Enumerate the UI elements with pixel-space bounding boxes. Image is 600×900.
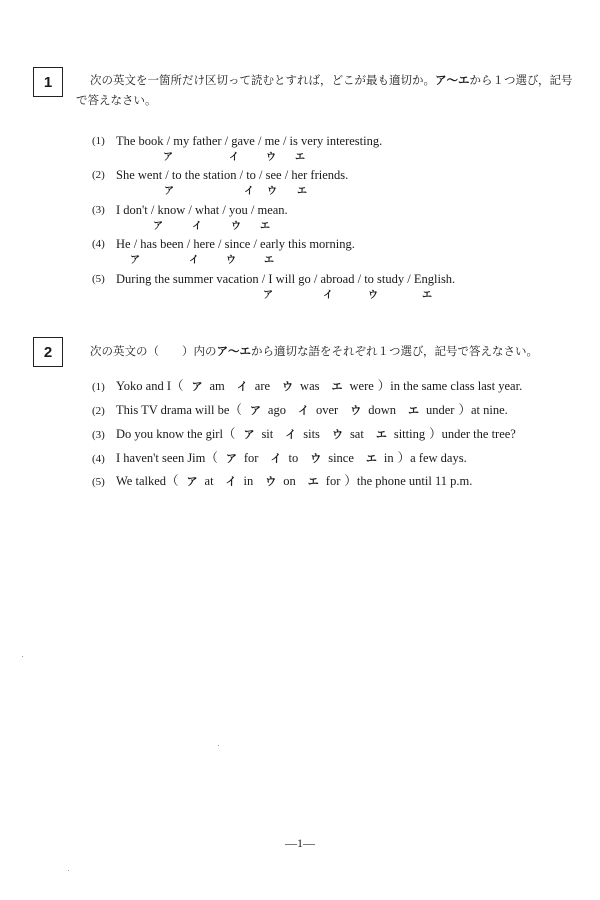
choice-mark: エ xyxy=(365,452,377,465)
choice-mark: ウ xyxy=(331,428,343,441)
choice-mark: イ xyxy=(323,290,333,301)
choice-mark: イ xyxy=(189,255,199,266)
s1-sentence: She went / to the station / to / see / her friends. xyxy=(116,168,349,182)
section2-instruction: 次の英文の（ ）内のア～エから適切な語をそれぞれ１つ選び，記号で答えなさい。 xyxy=(90,344,539,358)
choice-mark: エ xyxy=(264,255,274,266)
question-number-2: 2 xyxy=(33,337,63,367)
choice-mark: イ xyxy=(192,221,202,232)
section1-instruction: 次の英文を一箇所だけ区切って読むとすれば，どこが最も適切か。ア～エから１つ選び，記号 で答えなさい。 xyxy=(76,73,573,107)
choice-mark: エ xyxy=(295,152,305,163)
choice-mark: イ xyxy=(236,380,248,393)
choice-mark: ウ xyxy=(226,255,236,266)
s2-item-5: (5) We talked（ ア at イ in ウ on エ for ）the phone until 11 p.m. xyxy=(92,474,473,488)
s1-sentence: I don't / know / what / you / mean. xyxy=(116,203,288,217)
choice-mark: イ xyxy=(225,475,237,488)
choice-mark: エ xyxy=(260,221,270,232)
s2-item-3: (3) Do you know the girl（ ア sit イ sits ウ sat エ sitting ）under the tree? xyxy=(92,427,516,441)
choice-mark: ア xyxy=(249,404,261,417)
choice-mark: ア xyxy=(130,255,140,266)
choice-mark: ウ xyxy=(265,475,277,488)
choice-mark: ウ xyxy=(350,404,362,417)
choice-mark: イ xyxy=(244,186,254,197)
choice-mark: ウ xyxy=(282,380,294,393)
choice-mark: イ xyxy=(297,404,309,417)
s1-sentence: During the summer vacation / I will go / abroad / to study / English. xyxy=(116,272,456,286)
choice-mark: ア xyxy=(186,475,198,488)
scan-speck xyxy=(218,745,219,746)
choice-mark: ア xyxy=(191,380,203,393)
choice-mark: ア xyxy=(225,452,237,465)
choice-mark: イ xyxy=(285,428,297,441)
choice-mark: エ xyxy=(407,404,419,417)
choice-mark: イ xyxy=(229,152,239,163)
choice-mark: エ xyxy=(375,428,387,441)
choice-mark: ウ xyxy=(266,152,276,163)
choice-mark: ウ xyxy=(310,452,322,465)
s1-sentence: The book / my father / gave / me / is very interesting. xyxy=(116,134,383,148)
s1-sentence: He / has been / here / since / early this morning. xyxy=(116,237,355,251)
scan-speck xyxy=(22,656,23,657)
choice-mark: ア xyxy=(164,186,174,197)
choice-mark: ウ xyxy=(267,186,277,197)
choice-mark: ア xyxy=(263,290,273,301)
question-number-1: 1 xyxy=(33,67,63,97)
choice-mark: ウ xyxy=(368,290,378,301)
scan-speck xyxy=(68,870,69,871)
choice-mark: ア xyxy=(163,152,173,163)
s2-item-1: (1) Yoko and I（ ア am イ are ウ was エ were ）in the same class last year. xyxy=(92,379,523,393)
choice-mark: エ xyxy=(307,475,319,488)
choice-mark: ア xyxy=(243,428,255,441)
choice-mark: エ xyxy=(422,290,432,301)
choice-mark: エ xyxy=(331,380,343,393)
choice-mark: エ xyxy=(297,186,307,197)
choice-mark: ウ xyxy=(231,221,241,232)
s2-item-2: (2) This TV drama will be（ ア ago イ over ウ down エ under ）at nine. xyxy=(92,403,508,417)
page-number: —1— xyxy=(285,836,315,850)
s2-item-4: (4) I haven't seen Jim（ ア for イ to ウ since エ in ）a few days. xyxy=(92,451,467,465)
choice-mark: イ xyxy=(270,452,282,465)
choice-mark: ア xyxy=(153,221,163,232)
